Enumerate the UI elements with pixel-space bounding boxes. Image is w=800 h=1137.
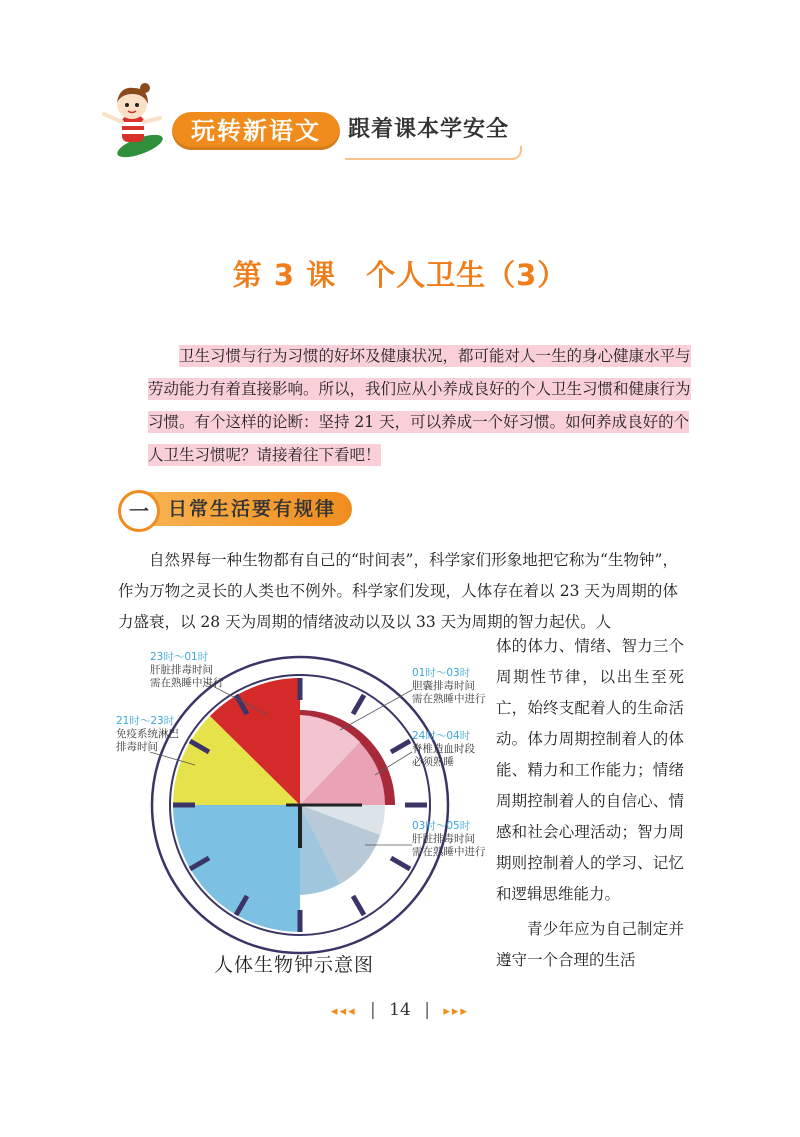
section-number: 一 [118, 490, 160, 532]
footer-left-arrows: ◂◂◂ [331, 1004, 357, 1019]
figure-caption: 人体生物钟示意图 [214, 954, 375, 976]
footer-separator-right: | [424, 1000, 430, 1020]
header-banner: 玩转新语文 [172, 112, 340, 150]
body-side-text: 体的体力、情绪、智力三个周期性节律，以出生至死亡，始终支配着人的生命活动。体力周期控制着人的体能、精力和工作能力；情绪周期控制着人的自信心、情感和社会心理活动；智力周期则控制着人的学习、记忆和逻辑思维能力。 [496, 637, 684, 903]
section-title: 日常生活要有规律 [168, 498, 337, 520]
label-21-23-text-2: 排毒时间 [116, 741, 158, 753]
label-03-05 [412, 820, 486, 859]
label-01-03-text: 胆囊排毒时间 [412, 680, 475, 692]
label-23-01 [150, 651, 224, 690]
label-21-23 [116, 715, 179, 754]
body-side-column [496, 631, 684, 976]
intro-paragraph [148, 340, 693, 472]
label-24-04-text: 脊椎造血时段 [412, 743, 475, 755]
label-03-05-text-2: 需在熟睡中进行 [412, 846, 486, 858]
header-underline [345, 146, 522, 160]
label-23-01-time: 23时～01时 [150, 651, 209, 663]
intro-text: 卫生习惯与行为习惯的好坏及健康状况，都可能对人一生的身心健康水平与劳动能力有着直接影响。所以，我们应从小养成良好的个人卫生习惯和健康行为习惯。有个这样的论断：坚持 21 天，可以养成一个好习惯。如何养成良好的个人卫生习惯呢？请接着往下看吧！ [148, 347, 691, 464]
page-number: 14 [389, 1000, 411, 1020]
header-subtitle: 跟着课本学安全 [348, 117, 510, 142]
mascot-illustration [100, 80, 164, 160]
label-23-01-text: 肝脏排毒时间 [150, 664, 213, 676]
label-03-05-text: 肝脏排毒时间 [412, 833, 475, 845]
lesson-title: 第 3 课 个人卫生（3） [232, 258, 568, 292]
body-paragraph [118, 545, 678, 638]
label-03-05-time: 03时～05时 [412, 820, 471, 832]
footer-right-arrows: ▸▸▸ [443, 1004, 469, 1019]
label-24-04 [412, 730, 475, 769]
label-01-03 [412, 667, 486, 706]
label-01-03-time: 01时～03时 [412, 667, 471, 679]
label-24-04-text-2: 必须熟睡 [412, 756, 454, 768]
body-paragraph-text: 自然界每一种生物都有自己的“时间表”，科学家们形象地把它称为“生物钟”，作为万物之灵长的人类也不例外。科学家们发现，人体存在着以 23 天为周期的体力盛衰，以 28 天为周期的情绪波动以及以 33 天为周期的智力起伏。人 [118, 551, 678, 631]
footer-separator-left: | [370, 1000, 376, 1020]
label-24-04-time: 24时～04时 [412, 730, 471, 742]
label-01-03-text-2: 需在熟睡中进行 [412, 693, 486, 705]
body-side-text-2: 青少年应为自己制定并遵守一个合理的生活 [496, 920, 684, 969]
label-23-01-text-2: 需在熟睡中进行 [150, 677, 224, 689]
label-21-23-time: 21时～23时 [116, 715, 175, 727]
label-21-23-text: 免疫系统淋巴 [116, 728, 179, 740]
page-footer [0, 1000, 800, 1020]
